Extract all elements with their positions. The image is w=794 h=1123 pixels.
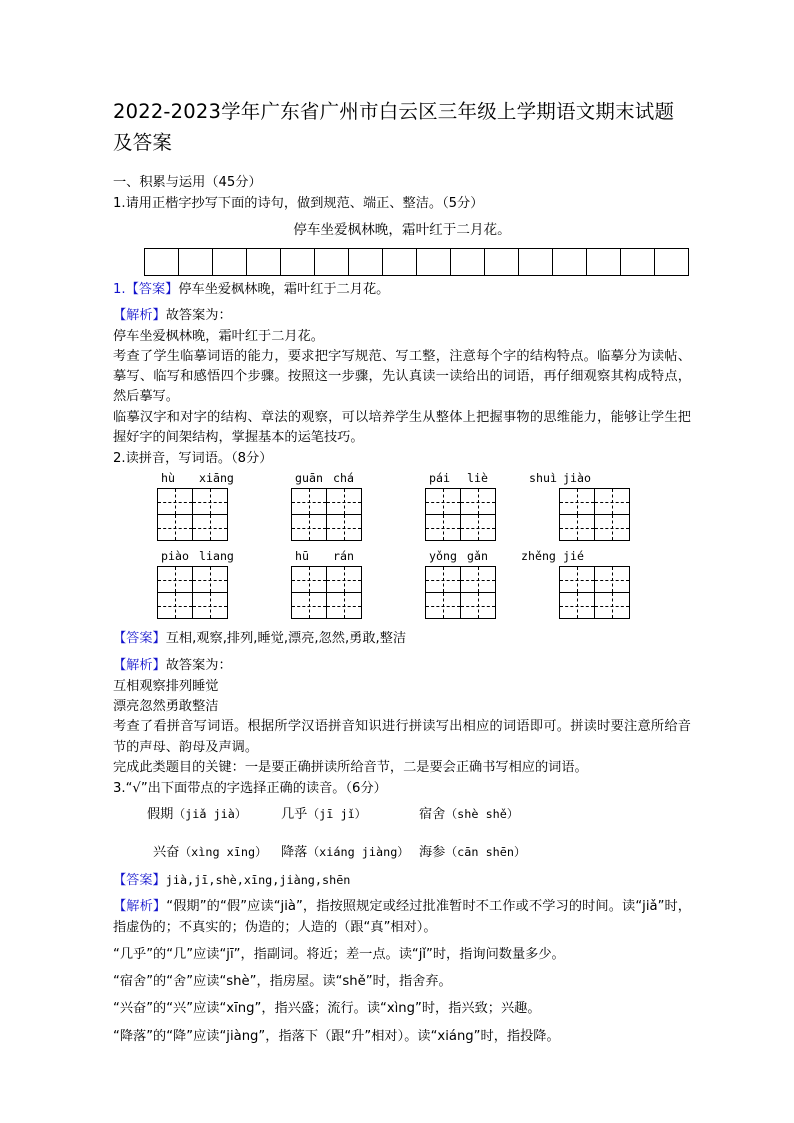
tianzige-box[interactable] [559,488,630,541]
choice-word: 兴奋 [153,845,180,861]
tianzige-row [292,515,362,541]
analysis-line: “兴奋”的“兴”应读“xīng”，指兴盛；流行。读“xìng”时，指兴致；兴趣。 [113,1001,541,1017]
analysis-lead-line [113,656,691,677]
tianzige-cell[interactable] [461,567,496,593]
answer-number: 1. [113,282,126,297]
page-title: 2022-2023学年广东省广州市白云区三年级上学期语文期末试题及答案 [113,100,675,154]
answer-marker: 【答案】 [113,631,166,647]
pinyin-group [291,547,362,619]
question-2-row-1 [113,469,691,547]
tianzige-row [560,489,630,515]
pinyin-syllable: gǎn [467,549,488,564]
pinyin-syllable: shuì [529,471,557,486]
choice-item[interactable] [153,837,267,868]
copy-grid-cell[interactable] [247,249,281,276]
pinyin-group [157,469,234,541]
copy-grid-row [145,249,689,276]
tianzige-cell[interactable] [560,593,595,619]
question-1-analysis [113,306,691,448]
pinyin-syllable: zhěng [521,549,556,564]
tianzige-cell[interactable] [595,489,630,515]
analysis-line: “假期”的“假”应读“jià”，指按照规定或经过批准暂时不工作或不学习的时间。读“jiǎ”时，指虚伪的；不真实的；伪造的；人造的（跟“真”相对）。 [113,899,691,935]
pinyin-labels [529,469,630,488]
section-heading: 一、积累与运用（45分） [113,175,262,190]
answer-value: 停车坐爱枫林晚，霜叶红于二月花。 [178,282,390,297]
tianzige-row [292,567,362,593]
pinyin-group [291,469,362,541]
copy-grid-cell[interactable] [349,249,383,276]
analysis-line: 考查了看拼音写词语。根据所学汉语拼音知识进行拼读写出相应的词语即可。拼读时要注意所给音节的声母、韵母及声调。 [113,719,691,755]
tianzige-row [426,489,496,515]
analysis-line: 考查了学生临摹词语的能力，要求把字写规范、写工整，注意每个字的结构特点。临摹分为读帖、摹写、临写和感悟四个步骤。按照这一步骤，先认真读一读给出的词语，再仔细观察其构成特点，然后摹写。 [113,348,691,405]
tianzige-row [292,593,362,619]
analysis-lead-text: 故答案为： [165,308,232,323]
question-2-analysis [113,656,691,778]
analysis-line: 互相观察排列睡觉 [113,678,219,694]
pinyin-syllable: piào [161,549,189,564]
analysis-line: 完成此类题目的关键：一是要正确拼读所给音节，二是要会正确书写相应的词语。 [113,759,588,775]
pinyin-syllable: guān [295,471,323,486]
pinyin-syllable: rán [333,549,354,564]
tianzige-cell[interactable] [595,593,630,619]
tianzige-cell[interactable] [426,593,461,619]
choice-options: （cān shēn） [445,845,526,860]
pinyin-syllable: hū [295,549,309,564]
copy-grid-cell[interactable] [655,249,689,276]
copy-grid-cell[interactable] [417,249,451,276]
question-3-analysis [113,897,691,1047]
analysis-line: “几乎”的“几”应读“jī”，指副词。将近；差一点。读“jǐ”时，指询问数量多少。 [113,946,565,962]
tianzige-box[interactable] [157,566,228,619]
tianzige-box[interactable] [559,566,630,619]
analysis-marker: 【解析】 [113,899,167,915]
copy-grid-cell[interactable] [383,249,417,276]
analysis-line: 停车坐爱枫林晚，霜叶红于二月花。 [113,328,324,344]
answer-value: jià,jī,shè,xīng,jiàng,shēn [165,873,351,888]
question-1-copy-grid[interactable] [144,248,689,276]
analysis-line: 漂亮忽然勇敢整洁 [113,699,219,715]
tianzige-cell[interactable] [292,593,327,619]
choice-word: 海参 [419,845,446,861]
tianzige-cell[interactable] [158,489,193,515]
tianzige-cell[interactable] [327,489,362,515]
pinyin-labels [425,469,496,488]
tianzige-row [560,593,630,619]
tianzige-box[interactable] [291,488,362,541]
tianzige-cell[interactable] [426,567,461,593]
tianzige-row [426,567,496,593]
question-3-answer [113,870,691,891]
tianzige-box[interactable] [291,566,362,619]
question-1-answer [113,279,691,300]
copy-grid-cell[interactable] [621,249,655,276]
tianzige-cell[interactable] [158,593,193,619]
copy-grid-cell[interactable] [519,249,553,276]
pinyin-syllable: liang [199,549,234,564]
copy-grid-cell[interactable] [451,249,485,276]
pinyin-syllable: chá [333,471,354,486]
choice-options: （xìng xīng） [179,845,267,860]
analysis-lead-line [113,306,691,327]
pinyin-labels [521,547,630,566]
answer-marker: 【答案】 [113,873,166,889]
choice-word: 降落 [281,845,308,861]
tianzige-cell[interactable] [193,593,228,619]
pinyin-labels [157,547,234,566]
question-2-answer [113,628,691,649]
pinyin-syllable: hù [161,471,175,486]
analysis-line: “降落”的“降”应读“jiàng”，指落下（跟“升”相对）。读“xiáng”时，指投降。 [113,1028,560,1044]
choice-options: （xiáng jiàng） [307,845,410,860]
copy-grid-cell[interactable] [145,249,179,276]
pinyin-labels [425,547,496,566]
choice-item[interactable] [147,799,247,830]
tianzige-cell[interactable] [292,489,327,515]
copy-grid-cell[interactable] [179,249,213,276]
document-content [113,96,691,1047]
tianzige-row [158,593,228,619]
tianzige-box[interactable] [425,566,496,619]
tianzige-row [158,489,228,515]
pinyin-syllable: xiāng [199,471,234,486]
copy-grid-cell[interactable] [213,249,247,276]
tianzige-cell[interactable] [560,489,595,515]
copy-grid-cell[interactable] [587,249,621,276]
tianzige-box[interactable] [157,488,228,541]
tianzige-cell[interactable] [193,567,228,593]
pinyin-group [529,469,630,541]
choice-options: （shè shě） [445,807,519,822]
question-3-choices-row-2 [113,837,691,870]
analysis-marker: 【解析】 [113,308,166,323]
choice-options: （jī jǐ） [307,807,367,822]
pinyin-group [425,547,496,619]
tianzige-cell[interactable] [292,515,327,541]
question-2-prompt: 2.读拼音，写词语。（8分） [113,451,273,467]
choice-word: 几乎 [281,807,308,823]
choice-word: 宿舍 [419,807,446,823]
pinyin-group [425,469,496,541]
pinyin-syllable: pái [429,471,450,486]
choice-item[interactable] [419,799,519,830]
tianzige-row [158,515,228,541]
tianzige-row [292,489,362,515]
tianzige-cell[interactable] [461,593,496,619]
tianzige-row [560,567,630,593]
pinyin-syllable: yǒng [429,549,457,564]
question-1-prompt: 1.请用正楷字抄写下面的诗句，做到规范、端正、整洁。（5分） [113,196,484,211]
question-3-prompt: 3.“√”出下面带点的字选择正确的读音。（6分） [113,781,387,797]
pinyin-labels [157,469,234,488]
pinyin-syllable: jié [563,549,584,564]
tianzige-cell[interactable] [595,567,630,593]
choice-options: （jiǎ jià） [173,807,247,822]
question-3-choices-row-1 [113,799,691,837]
tianzige-cell[interactable] [461,489,496,515]
pinyin-group [157,547,234,619]
pinyin-group [521,547,630,619]
pinyin-syllable: jiào [563,471,591,486]
copy-grid-cell[interactable] [553,249,587,276]
analysis-line: “宿舍”的“舍”应读“shè”，指房屋。读“shě”时，指舍弃。 [113,974,452,990]
analysis-line: 临摹汉字和对字的结构、章法的观察，可以培养学生从整体上把握事物的思维能力，能够让学生把握好字的间架结构，掌握基本的运笔技巧。 [113,409,691,445]
tianzige-row [426,515,496,541]
pinyin-labels [291,547,362,566]
choice-item[interactable] [281,799,366,830]
tianzige-cell[interactable] [595,515,630,541]
tianzige-cell[interactable] [560,567,595,593]
tianzige-cell[interactable] [327,515,362,541]
tianzige-cell[interactable] [158,515,193,541]
tianzige-row [426,593,496,619]
tianzige-cell[interactable] [292,567,327,593]
question-2-row-2 [113,547,691,625]
choice-word: 假期 [147,807,174,823]
tianzige-cell[interactable] [426,489,461,515]
tianzige-cell[interactable] [461,515,496,541]
tianzige-cell[interactable] [560,515,595,541]
analysis-lead-text: 故答案为： [165,658,232,674]
analysis-lead-line [113,897,691,938]
tianzige-cell[interactable] [327,593,362,619]
question-1-poem: 停车坐爱枫林晚，霜叶红于二月花。 [293,222,511,238]
pinyin-syllable: liè [467,471,488,486]
tianzige-row [560,515,630,541]
copy-grid-cell[interactable] [281,249,315,276]
answer-value: 互相,观察,排列,睡觉,漂亮,忽然,勇敢,整洁 [165,631,407,647]
tianzige-box[interactable] [425,488,496,541]
tianzige-cell[interactable] [327,567,362,593]
tianzige-cell[interactable] [193,489,228,515]
copy-grid-cell[interactable] [315,249,349,276]
tianzige-cell[interactable] [158,567,193,593]
question-1-copy-grid-wrapper [113,248,691,276]
tianzige-row [158,567,228,593]
pinyin-labels [291,469,362,488]
tianzige-cell[interactable] [193,515,228,541]
copy-grid-cell[interactable] [485,249,519,276]
choice-item[interactable] [419,837,526,868]
answer-marker: 【答案】 [125,282,179,297]
analysis-marker: 【解析】 [113,658,166,674]
choice-item[interactable] [281,837,409,868]
tianzige-cell[interactable] [426,515,461,541]
